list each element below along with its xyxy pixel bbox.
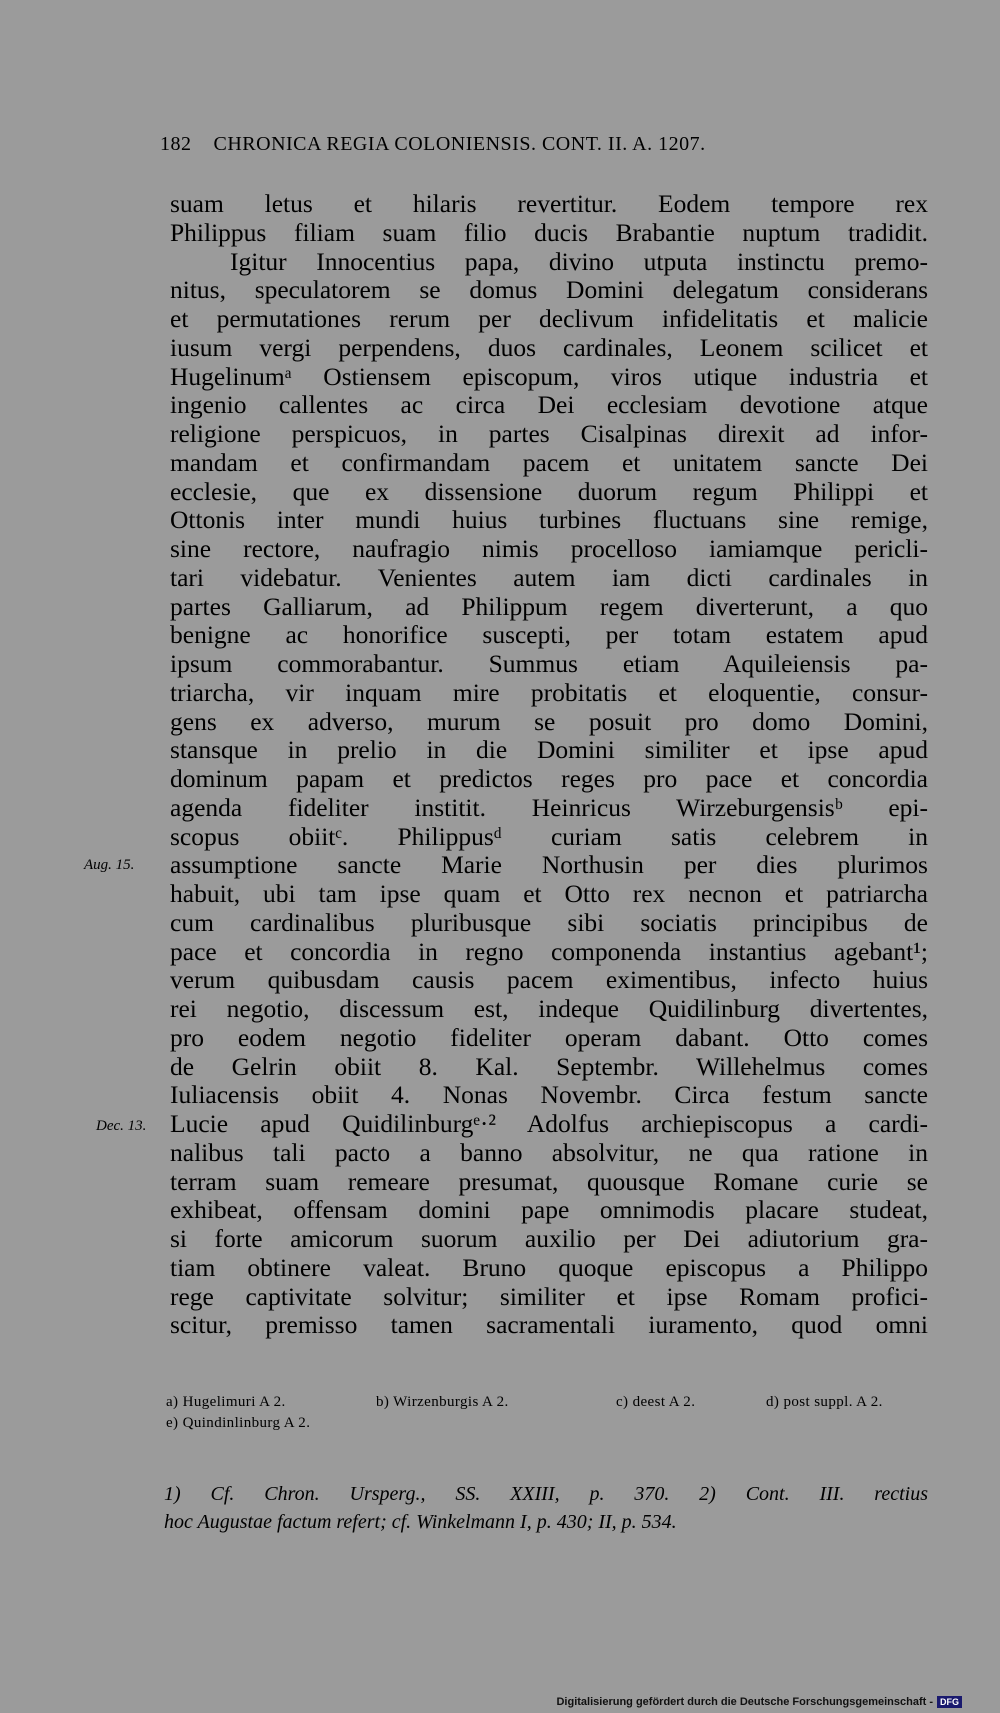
text-line: de Gelrin obiit 8. Kal. Septembr. Willehelmus comes — [170, 1051, 928, 1081]
text-line: rege captivitate solvitur; similiter et ipse Romam profici- — [170, 1281, 928, 1311]
text-line: stansque in prelio in die Domini similiter et ipse apud — [170, 735, 928, 765]
credit-text: Digitalisierung gefördert durch die Deutsche Forschungsgemeinschaft - — [556, 1696, 933, 1708]
text-line: et permutationes rerum per declivum infidelitatis et malicie — [170, 304, 928, 333]
text-line: ingenio callentes ac circa Dei ecclesiam devotione atque — [170, 390, 928, 420]
margin-date-aug: Aug. 15. — [84, 857, 135, 873]
text-line: gens ex adverso, murum se posuit pro domo Domini, — [170, 706, 928, 736]
margin-date-dec: Dec. 13. — [96, 1118, 147, 1134]
text-line: religione perspicuos, in partes Cisalpinas direxit ad infor- — [170, 419, 928, 448]
text-line: tiam obtinere valeat. Bruno quoque episcopus a Philippo — [170, 1252, 928, 1282]
apparatus-note-b: b) Wirzenburgis A 2. — [376, 1394, 509, 1410]
text-line: benigne ac honorifice suscepti, per totam estatem apud — [170, 620, 928, 650]
text-line: tari videbatur. Venientes autem iam dicti cardinales in — [170, 562, 928, 592]
text-line: partes Galliarum, ad Philippum regem diverterunt, a quo — [170, 591, 928, 621]
text-line: assumptione sancte Marie Northusin per dies plurimos — [170, 850, 928, 880]
apparatus-row — [166, 1392, 926, 1413]
text-line: Igitur Innocentius papa, divino utputa instinctu premo- — [230, 246, 928, 276]
digitization-credit — [556, 1696, 962, 1708]
apparatus-row — [166, 1413, 926, 1434]
text-line: ipsum commorabantur. Summus etiam Aquileiensis pa- — [170, 649, 928, 678]
text-line: terram suam remeare presumat, quousque Romane curie se — [170, 1166, 928, 1196]
text-line: pro eodem negotio fideliter operam dabant. Otto comes — [170, 1022, 928, 1052]
apparatus-note-d: d) post suppl. A 2. — [766, 1394, 883, 1410]
text-line: dominum papam et predictos reges pro pace et concordia — [170, 764, 928, 793]
running-header — [160, 133, 900, 156]
text-line: nitus, speculatorem se domus Domini delegatum considerans — [170, 275, 928, 305]
text-line: Philippus filiam suam filio ducis Brabantie nuptum tradidit. — [170, 217, 928, 247]
apparatus-note-a: a) Hugelimuri A 2. — [166, 1394, 286, 1410]
text-line: Ottonis inter mundi huius turbines fluctuans sine remige, — [170, 505, 928, 535]
text-line: verum quibusdam causis pacem eximentibus, infecto huius — [170, 965, 928, 995]
footnote-line: 1) Cf. Chron. Ursperg., SS. XXIII, p. 370. 2) Cont. III. rectius — [164, 1483, 928, 1505]
text-line: suam letus et hilaris revertitur. Eodem tempore rex — [170, 189, 928, 218]
apparatus-note-e: e) Quindinlinburg A 2. — [166, 1415, 311, 1431]
text-line: pace et concordia in regno componenda instantius agebant¹; — [170, 936, 928, 966]
text-line: iusum vergi perpendens, duos cardinales, Leonem scilicet et — [170, 332, 928, 362]
text-line: agenda fideliter institit. Heinricus Wirzeburgensisᵇ epi- — [170, 792, 928, 822]
page-number: 182 — [160, 133, 192, 155]
text-line: sine rectore, naufragio nimis procelloso iamiamque pericli- — [170, 534, 928, 563]
text-line: exhibeat, offensam domini pape omnimodis placare studeat, — [170, 1195, 928, 1225]
running-title: CHRONICA REGIA COLONIENSIS. CONT. II. A. 1207. — [213, 133, 706, 155]
text-line: habuit, ubi tam ipse quam et Otto rex necnon et patriarcha — [170, 879, 928, 908]
text-line: nalibus tali pacto a banno absolvitur, ne qua ratione in — [170, 1137, 928, 1167]
text-line: ecclesie, que ex dissensione duorum regum Philippi et — [170, 476, 928, 506]
text-line: scitur, premisso tamen sacramentali iuramento, quod omni — [170, 1310, 928, 1340]
text-line: scopus obiitᶜ. Philippusᵈ curiam satis celebrem in — [170, 821, 928, 851]
text-line: mandam et confirmandam pacem et unitatem sancte Dei — [170, 447, 928, 477]
dfg-logo-icon: DFG — [937, 1696, 962, 1708]
text-line: Hugelinumᵃ Ostiensem episcopum, viros utique industria et — [170, 361, 928, 391]
text-line: Lucie apud Quidilinburgᵉ·² Adolfus archiepiscopus a cardi- — [170, 1109, 928, 1138]
footnotes — [164, 1480, 928, 1536]
text-line: Iuliacensis obiit 4. Nonas Novembr. Circa festum sancte — [170, 1080, 928, 1110]
text-line: triarcha, vir inquam mire probitatis et eloquentie, consur- — [170, 677, 928, 707]
critical-apparatus — [166, 1392, 926, 1434]
footnote-line: hoc Augustae factum refert; cf. Winkelmann I, p. 430; II, p. 534. — [164, 1511, 677, 1533]
text-line: cum cardinalibus pluribusque sibi sociatis principibus de — [170, 907, 928, 937]
text-line: rei negotio, discessum est, indeque Quidilinburg divertentes, — [170, 994, 928, 1023]
main-text — [170, 190, 928, 1340]
apparatus-note-c: c) deest A 2. — [616, 1394, 696, 1410]
text-line: si forte amicorum suorum auxilio per Dei adiutorium gra- — [170, 1224, 928, 1253]
